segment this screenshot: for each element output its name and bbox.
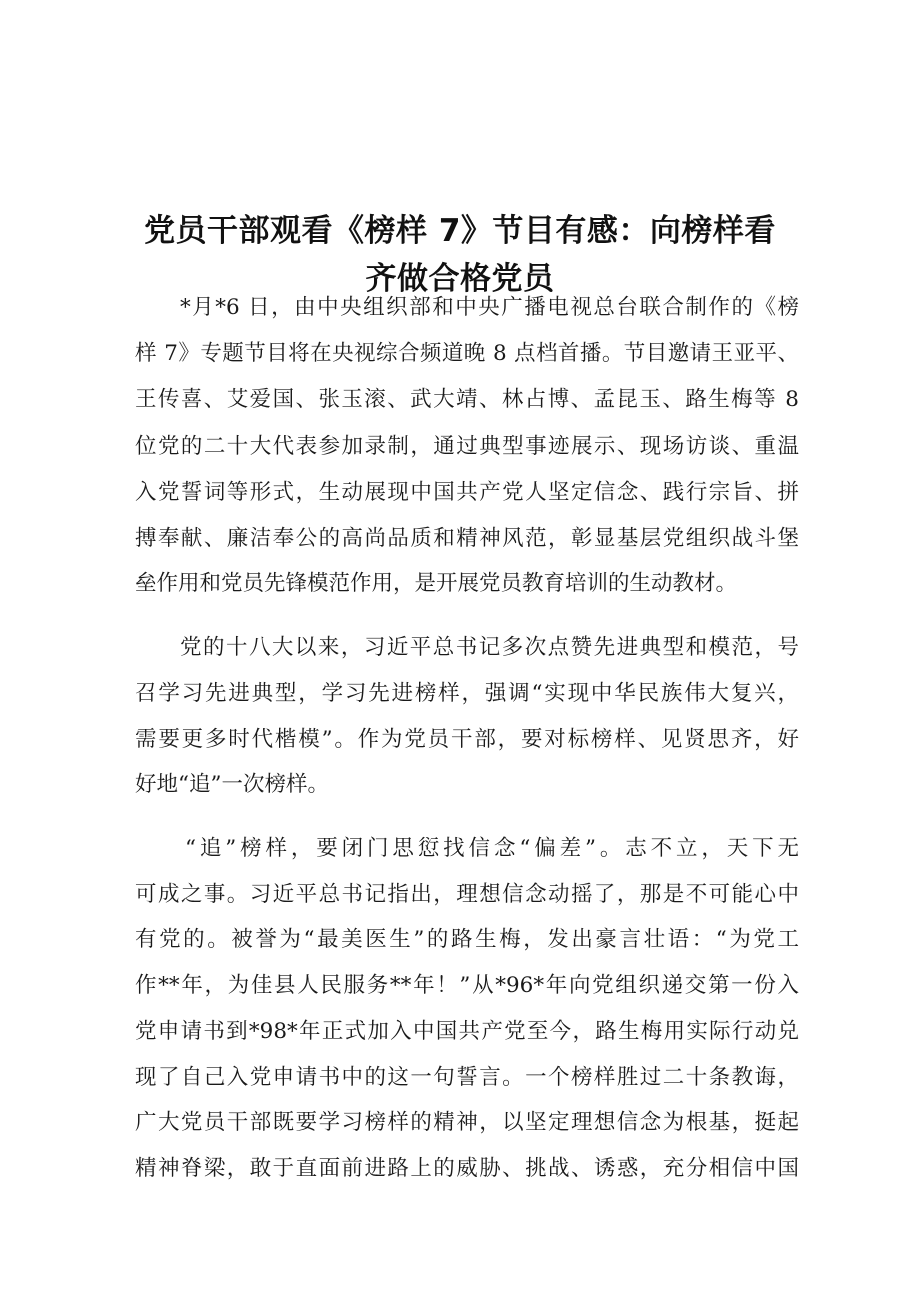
paragraph-2-line: 召学习先进典型，学习先进榜样，强调“实现中华民族伟大复兴， [135,681,799,706]
paragraph-3-line: 广大党员干部既要学习榜样的精神，以坚定理想信念为根基，挺起 [135,1110,799,1135]
paragraph-1-line: 王传喜、艾爱国、张玉滚、武大靖、林占博、孟昆玉、路生梅等 8 [135,387,799,412]
paragraph-3-line: 作**年，为佳县人民服务**年！”从*96*年向党组织递交第一份入 [135,973,799,998]
paragraph-2-line: 好地“追”一次榜样。 [135,772,329,797]
paragraph-1-line: *月*6 日，由中央组织部和中央广播电视总台联合制作的《榜 [180,295,799,320]
paragraph-2-line: 需要更多时代楷模”。作为党员干部，要对标榜样、见贤思齐，好 [135,727,799,752]
document-title-line-1: 党员干部观看《榜样 7》节目有感：向榜样看 [144,213,776,249]
paragraph-3-line: 精神脊梁，敢于直面前进路上的威胁、挑战、诱惑，充分相信中国 [135,1156,799,1181]
paragraph-1-line: 入党誓词等形式，生动展现中国共产党人坚定信念、践行宗旨、拼 [135,480,799,505]
paragraph-1-line: 位党的二十大代表参加录制，通过典型事迹展示、现场访谈、重温 [135,434,799,459]
paragraph-3-line: 可成之事。习近平总书记指出，理想信念动摇了，那是不可能心中 [135,882,799,907]
paragraph-2-line: 党的十八大以来，习近平总书记多次点赞先进典型和模范，号 [180,635,799,660]
paragraph-3-line: 现了自己入党申请书中的这一句誓言。一个榜样胜过二十条教诲， [135,1065,799,1090]
paragraph-3-line: “追”榜样，要闭门思愆找信念“偏差”。志不立，天下无 [185,836,799,861]
document-title-line-2: 齐做合格党员 [365,261,555,297]
paragraph-3-line: 有党的。被誉为“最美医生”的路生梅，发出豪言壮语：“为党工 [135,927,799,952]
paragraph-3-line: 党申请书到*98*年正式加入中国共产党至今，路生梅用实际行动兑 [135,1019,799,1044]
paragraph-1-line: 样 7》专题节目将在央视综合频道晚 8 点档首播。节目邀请王亚平、 [135,341,799,366]
paragraph-1-line: 搏奉献、廉洁奉公的高尚品质和精神风范，彰显基层党组织战斗堡 [135,526,799,551]
paragraph-1-line: 垒作用和党员先锋模范作用，是开展党员教育培训的生动教材。 [135,571,738,596]
